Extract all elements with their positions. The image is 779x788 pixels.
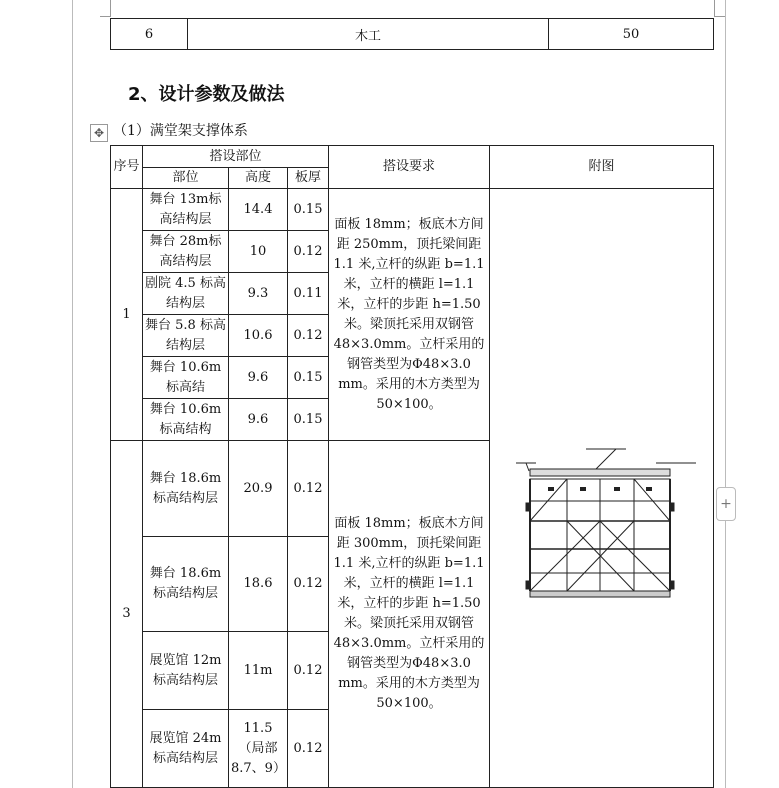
header-thickness: 板厚 <box>288 168 329 189</box>
group-number: 1 <box>111 189 143 441</box>
margin-corner-mark <box>714 0 725 17</box>
row-thickness: 0.15 <box>288 357 329 399</box>
row-height: 9.6 <box>229 399 288 441</box>
scaffold-parameter-table <box>110 145 714 788</box>
row-part: 舞台 10.6m标高结构 <box>143 399 229 441</box>
row-height: 10.6 <box>229 315 288 357</box>
header-part: 部位 <box>143 168 229 189</box>
add-column-handle-icon[interactable]: + <box>716 487 736 521</box>
requirement-text: 面板 18mm；板底木方间距 250mm，顶托梁间距 1.1 米,立杆的纵距 b=1.1 米，立杆的横距 l=1.1 米，立杆的步距 h=1.50 米。梁顶托采用双钢管 48×3.0mm。立杆采用的钢管类型为Φ48×3.0 mm。采用的木方类型为 50×100。 <box>329 189 490 441</box>
row-part: 舞台 10.6m标高结 <box>143 357 229 399</box>
row-height: 9.6 <box>229 357 288 399</box>
row-part: 展览馆 12m标高结构层 <box>143 632 229 710</box>
row-height: 9.3 <box>229 273 288 315</box>
header-position-group: 搭设部位 <box>143 146 329 168</box>
row-height: 10 <box>229 231 288 273</box>
row-thickness: 0.12 <box>288 710 329 788</box>
row-thickness: 0.12 <box>288 231 329 273</box>
header-seq: 序号 <box>111 146 143 189</box>
header-figure: 附图 <box>490 146 714 189</box>
row-thickness: 0.11 <box>288 273 329 315</box>
row-number: 6 <box>111 19 188 50</box>
row-thickness: 0.12 <box>288 315 329 357</box>
row-height: 18.6 <box>229 537 288 632</box>
row-thickness: 0.12 <box>288 537 329 632</box>
worker-type: 木工 <box>188 19 549 50</box>
row-part: 展览馆 24m标高结构层 <box>143 710 229 788</box>
row-thickness: 0.12 <box>288 441 329 537</box>
scaffold-section-drawing <box>496 441 716 621</box>
margin-corner-mark <box>100 0 111 17</box>
row-part: 剧院 4.5 标高结构层 <box>143 273 229 315</box>
row-height: 11.5（局部 8.7、9） <box>229 710 288 788</box>
worker-count: 50 <box>549 19 714 50</box>
row-height: 14.4 <box>229 189 288 231</box>
requirement-text: 面板 18mm；板底木方间距 300mm，顶托梁间距 1.1 米,立杆的纵距 b=1.1 米，立杆的横距 l=1.1 米，立杆的步距 h=1.50 米。梁顶托采用双钢管 48×3.0mm。立杆采用的钢管类型为Φ48×3.0 mm。采用的木方类型为 50×100。 <box>329 441 490 788</box>
header-height: 高度 <box>229 168 288 189</box>
row-part: 舞台 5.8 标高结构层 <box>143 315 229 357</box>
row-part: 舞台 13m标高结构层 <box>143 189 229 231</box>
section-title: 2、设计参数及做法 <box>128 84 285 105</box>
row-thickness: 0.15 <box>288 399 329 441</box>
figure-cell <box>490 189 714 788</box>
table-move-handle-icon[interactable]: ✥ <box>90 124 108 142</box>
row-height: 20.9 <box>229 441 288 537</box>
row-thickness: 0.15 <box>288 189 329 231</box>
subsection-title: （1）满堂架支撑体系 <box>113 123 248 139</box>
header-requirement: 搭设要求 <box>329 146 490 189</box>
previous-table-last-row <box>110 18 714 50</box>
row-thickness: 0.12 <box>288 632 329 710</box>
row-part: 舞台 18.6m标高结构层 <box>143 441 229 537</box>
row-height: 11m <box>229 632 288 710</box>
group-number: 3 <box>111 441 143 788</box>
row-part: 舞台 28m标高结构层 <box>143 231 229 273</box>
row-part: 舞台 18.6m标高结构层 <box>143 537 229 632</box>
